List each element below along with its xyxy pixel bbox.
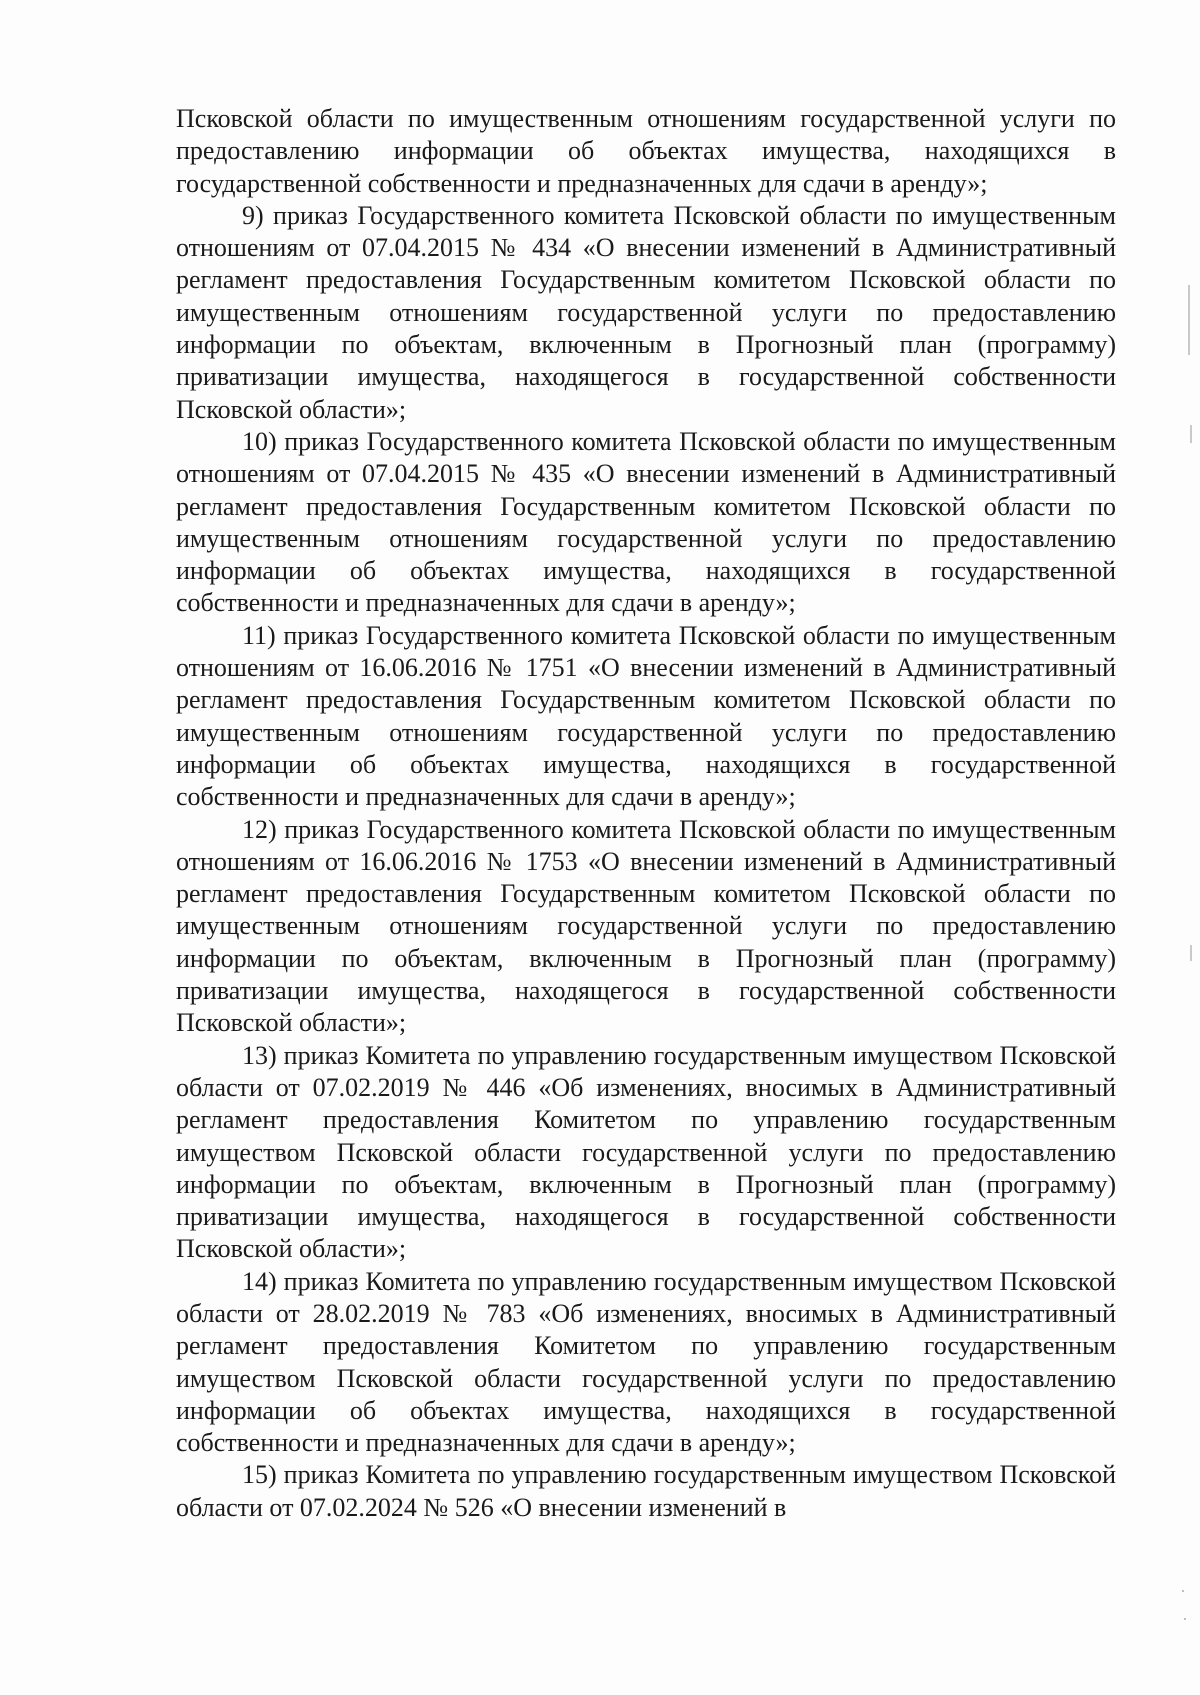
paragraph-continuation: Псковской области по имущественным отношениям государственной услуги по предоставлению информации об объектах имущества, находящихся в государственной собственности и предназначенных для сдачи в аренду»; (176, 104, 1116, 198)
scan-artifact-mark (1190, 425, 1192, 443)
list-item-13: 13) приказ Комитета по управлению государственным имуществом Псковской области от 07.02.2019 № 446 «Об изменениях, вносимых в Административный регламент предоставления Комитетом по управлению государственным имуществом Псковской области государственной услуги по предоставлению информации по объектам, включенным в Прогнозный план (программу) приватизации имущества, находящегося в государственной собственности Псковской области»; (176, 1040, 1116, 1264)
scan-artifact-mark (1188, 285, 1190, 355)
list-item-11: 11) приказ Государственного комитета Псковской области по имущественным отношениям от 16.06.2016 № 1751 «О внесении изменений в Административный регламент предоставления Государственным комитетом Псковской области по имущественным отношениям государственной услуги по предоставлению информации об объектах имущества, находящихся в государственной собственности и предназначенных для сдачи в аренду»; (176, 620, 1116, 812)
list-item-12: 12) приказ Государственного комитета Псковской области по имущественным отношениям от 16.06.2016 № 1753 «О внесении изменений в Административный регламент предоставления Государственным комитетом Псковской области по имущественным отношениям государственной услуги по предоставлению информации по объектам, включенным в Прогнозный план (программу) приватизации имущества, находящегося в государственной собственности Псковской области»; (176, 814, 1116, 1038)
scan-artifact-dot (1182, 1590, 1184, 1592)
scan-artifact-mark (1190, 945, 1192, 961)
scan-artifact-dot (1184, 1618, 1186, 1620)
list-item-14: 14) приказ Комитета по управлению государственным имуществом Псковской области от 28.02.2019 № 783 «Об изменениях, вносимых в Административный регламент предоставления Комитетом по управлению государственным имуществом Псковской области государственной услуги по предоставлению информации об объектах имущества, находящихся в государственной собственности и предназначенных для сдачи в аренду»; (176, 1266, 1116, 1458)
list-item-9: 9) приказ Государственного комитета Псковской области по имущественным отношениям от 07.04.2015 № 434 «О внесении изменений в Административный регламент предоставления Государственным комитетом Псковской области по имущественным отношениям государственной услуги по предоставлению информации по объектам, включенным в Прогнозный план (программу) приватизации имущества, находящегося в государственной собственности Псковской области»; (176, 200, 1116, 424)
list-item-10: 10) приказ Государственного комитета Псковской области по имущественным отношениям от 07.04.2015 № 435 «О внесении изменений в Административный регламент предоставления Государственным комитетом Псковской области по имущественным отношениям государственной услуги по предоставлению информации об объектах имущества, находящихся в государственной собственности и предназначенных для сдачи в аренду»; (176, 426, 1116, 618)
document-body (176, 103, 1116, 1524)
list-item-15: 15) приказ Комитета по управлению государственным имуществом Псковской области от 07.02.2024 № 526 «О внесении изменений в (176, 1460, 1116, 1522)
